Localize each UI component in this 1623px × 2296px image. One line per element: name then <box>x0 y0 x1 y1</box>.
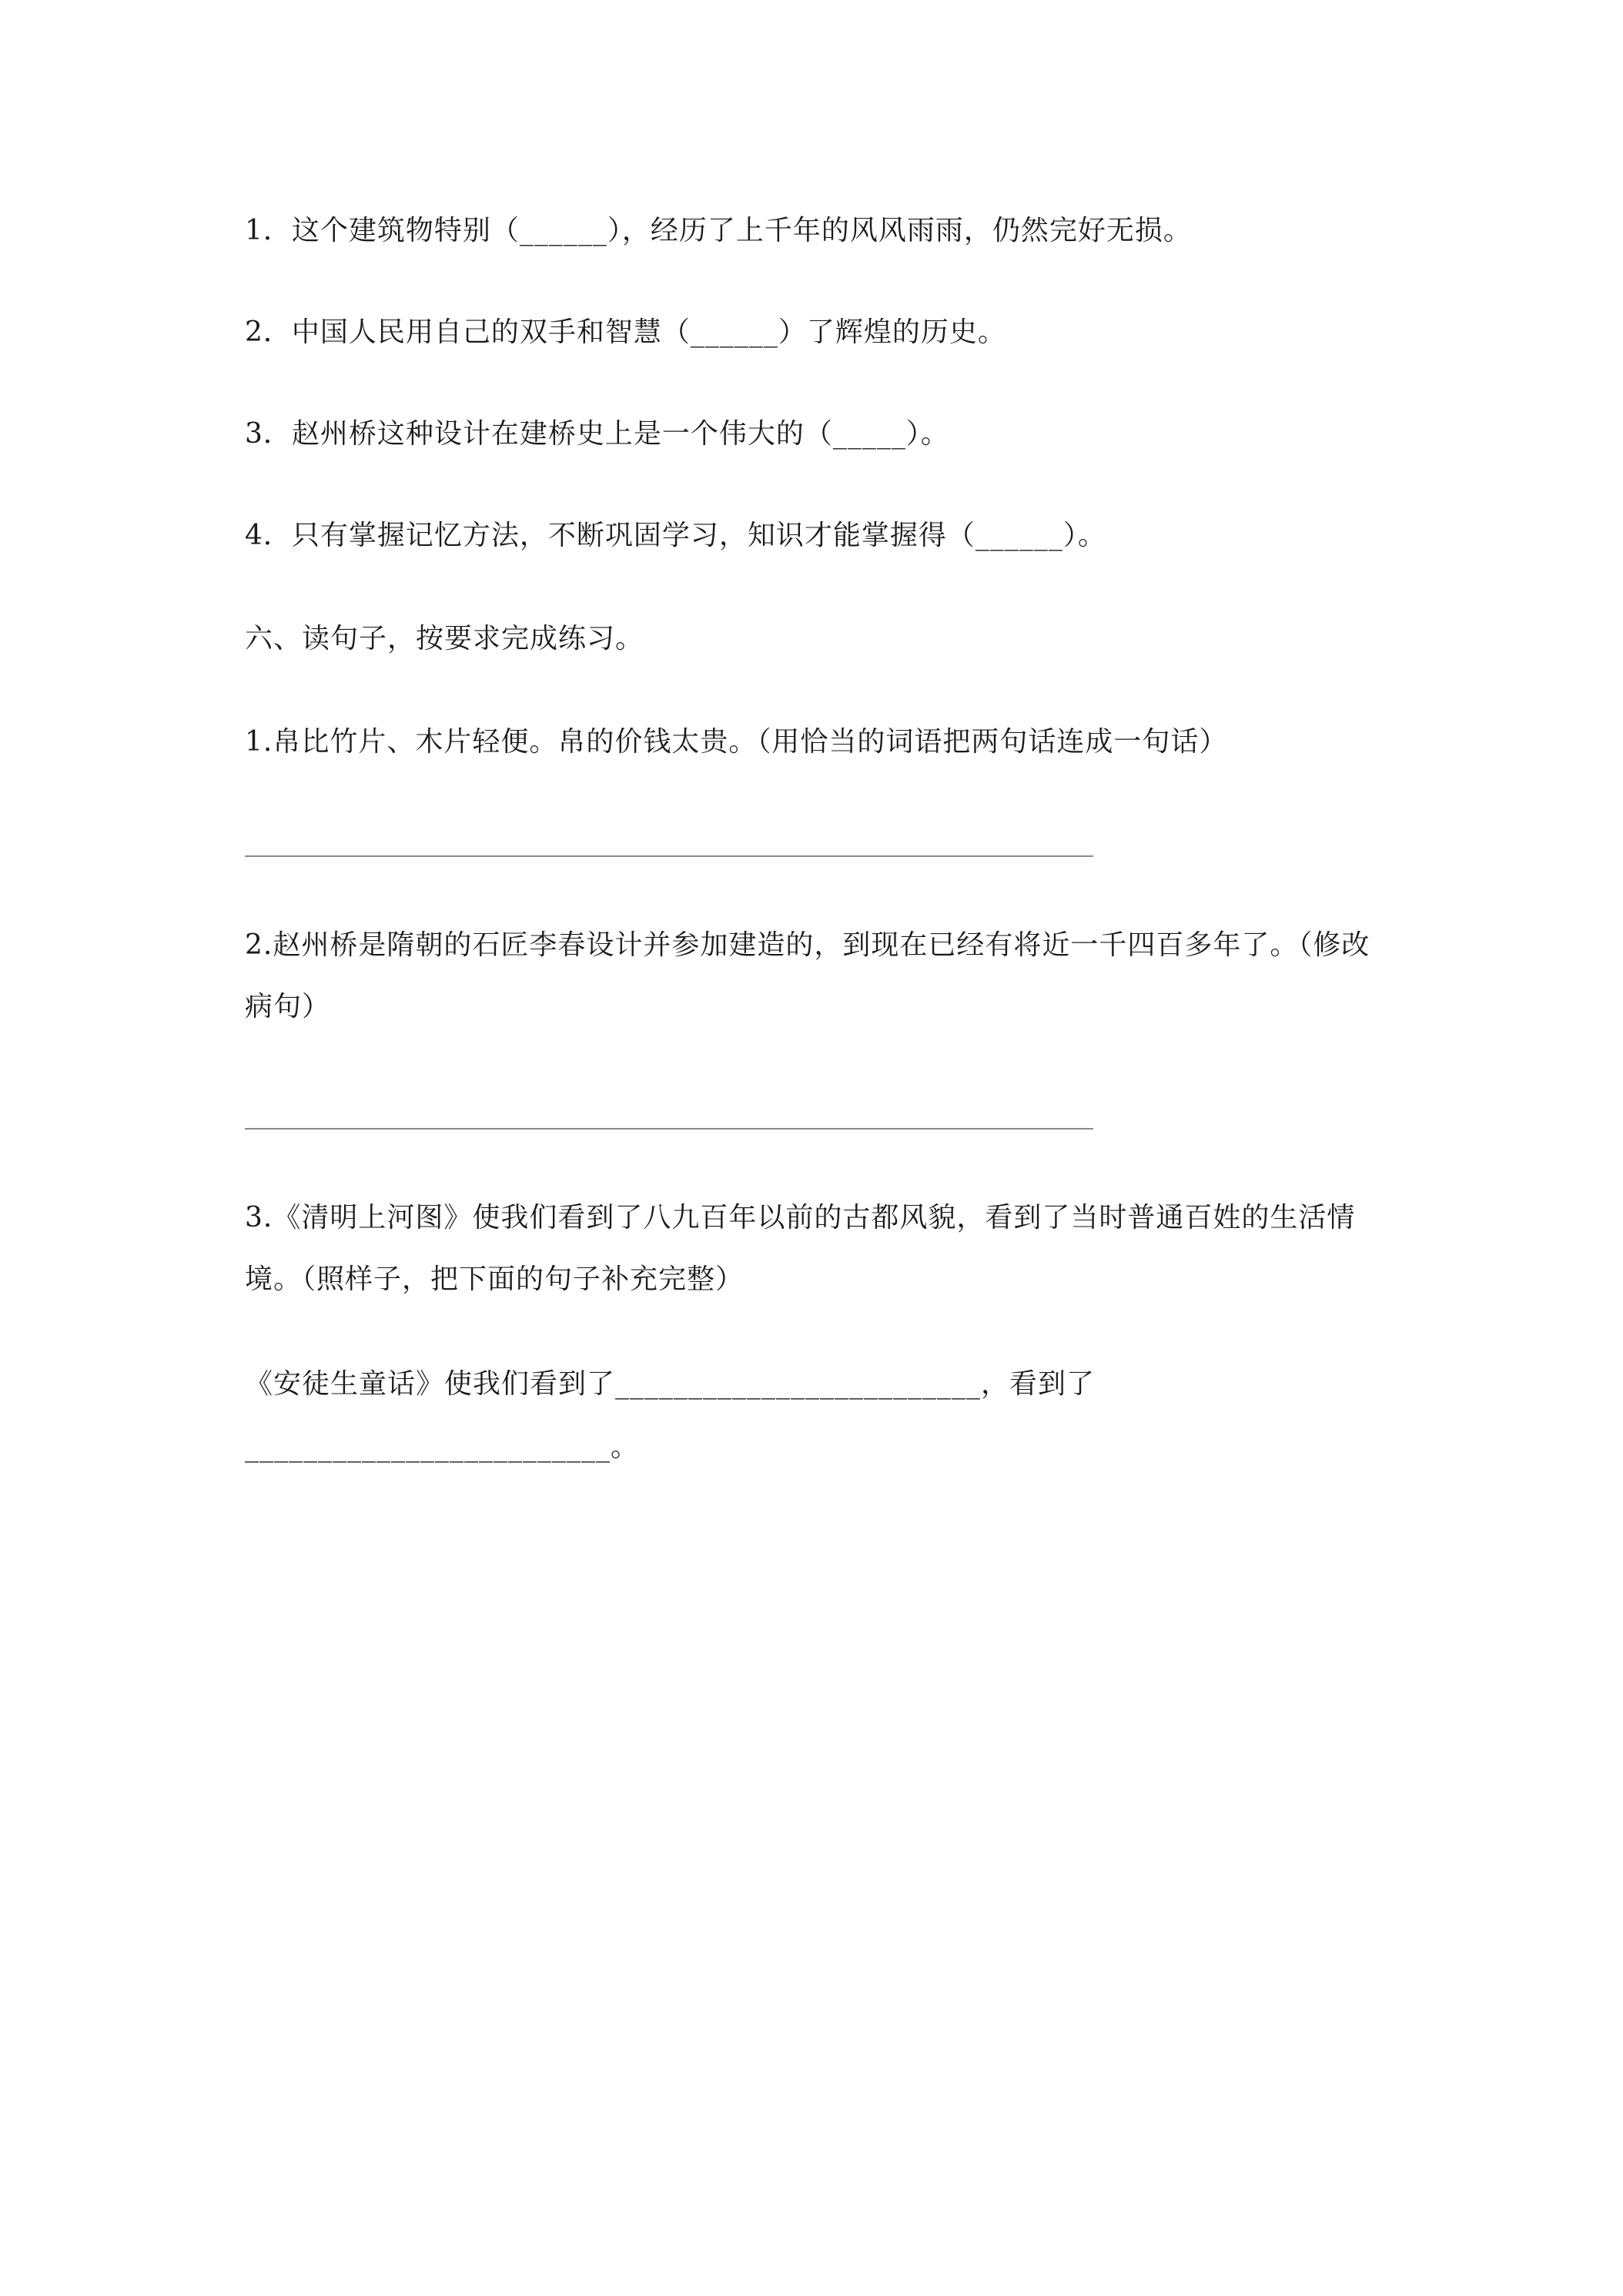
fill-in-question-2: 2．中国人民用自己的双手和智慧（______）了辉煌的历史。 <box>245 316 1006 348</box>
template-sentence-line2: _________________________。 <box>245 1431 639 1463</box>
template-sentence-line1: 《安徒生童话》使我们看到了_________________________，看到了 <box>245 1368 1096 1400</box>
fill-in-question-3: 3．赵州桥这种设计在建桥史上是一个伟大的（_____）。 <box>245 418 949 450</box>
answer-line-2[interactable] <box>245 1128 1093 1130</box>
answer-line-1[interactable] <box>245 855 1093 857</box>
fill-in-question-4: 4．只有掌握记忆方法，不断巩固学习，知识才能掌握得（______）。 <box>245 520 1106 551</box>
exercise-question-3-line1: 3.《清明上河图》使我们看到了八九百年以前的古都风貌，看到了当时普通百姓的生活情 <box>245 1202 1356 1233</box>
exercise-question-3-line2: 境。（照样子，把下面的句子补充完整） <box>245 1263 745 1295</box>
section-heading: 六、读句子，按要求完成练习。 <box>245 623 644 654</box>
exercise-question-2-line1: 2.赵州桥是隋朝的石匠李春设计并参加建造的，到现在已经有将近一千四百多年了。（修改 <box>245 929 1370 961</box>
exercise-question-2-line2: 病句） <box>245 991 331 1022</box>
fill-in-question-1: 1．这个建筑物特别（______），经历了上千年的风风雨雨，仍然完好无损。 <box>245 215 1192 246</box>
exercise-question-1: 1.帛比竹片、木片轻便。帛的价钱太贵。（用恰当的词语把两句话连成一句话） <box>245 726 1228 758</box>
